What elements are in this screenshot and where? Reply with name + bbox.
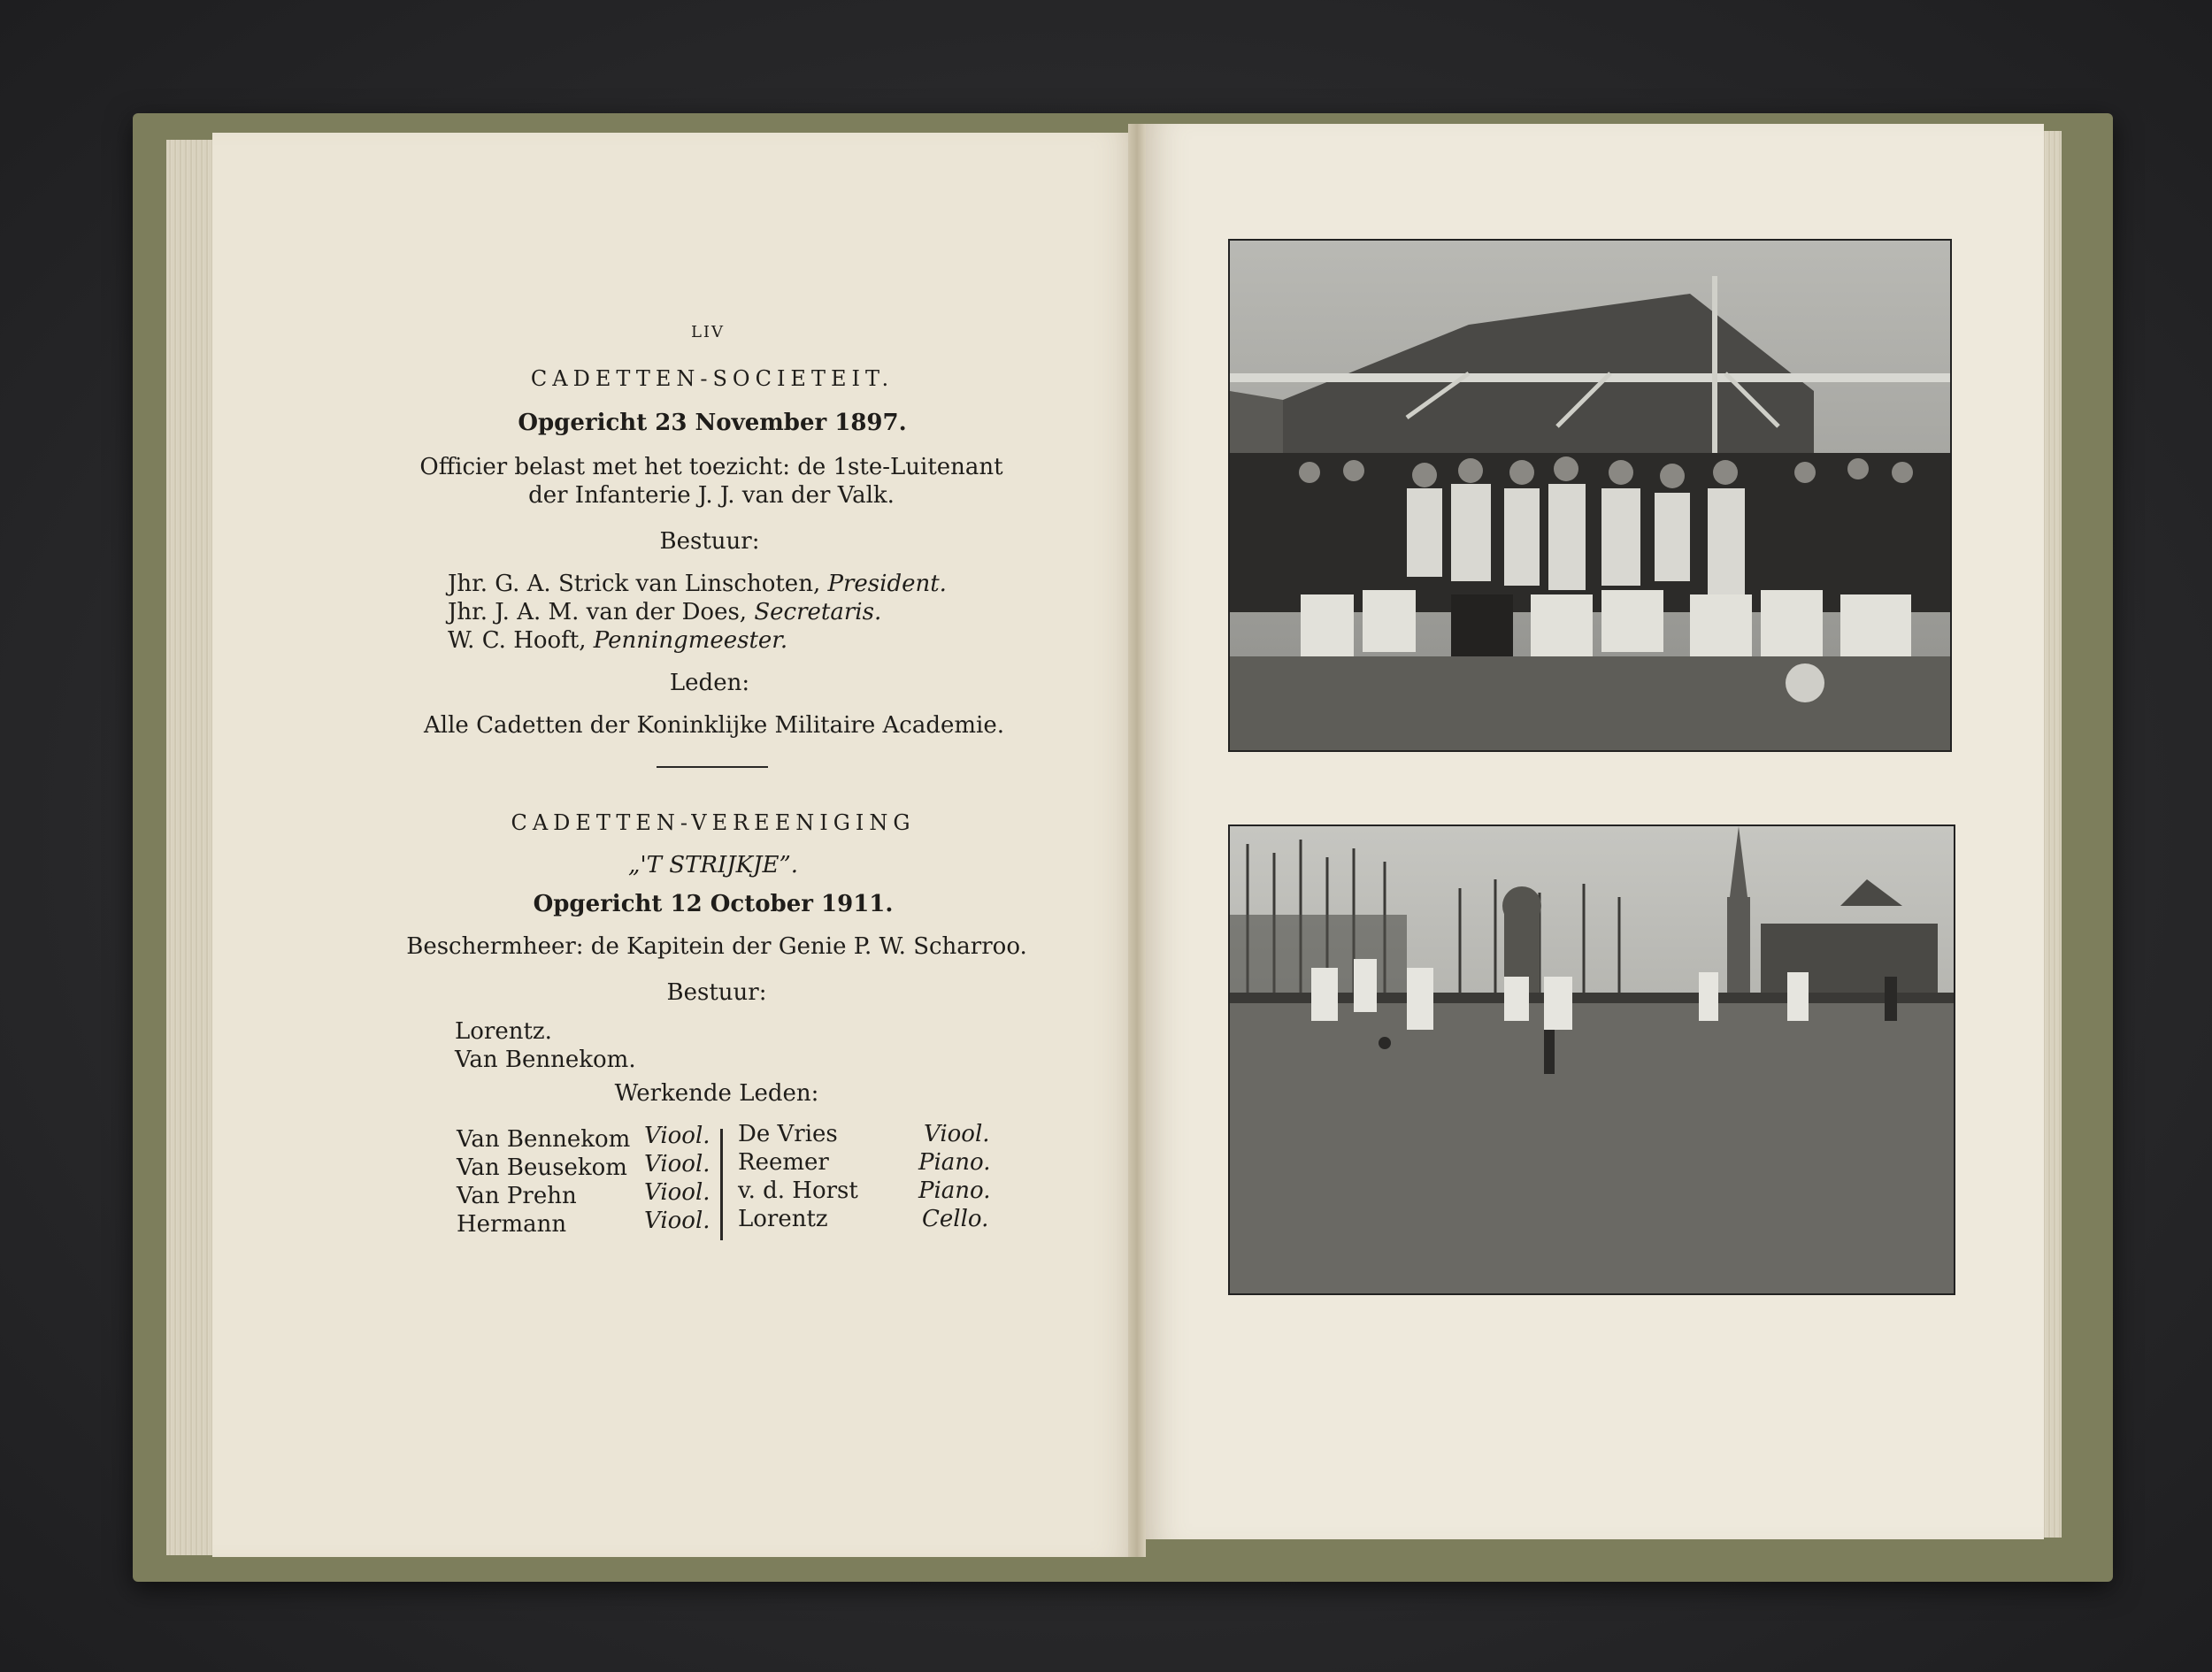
working-member-instrument: Cello.: [922, 1206, 989, 1232]
working-member-instrument: Viool.: [644, 1151, 710, 1177]
board2-member-2: Van Bennekom.: [455, 1047, 636, 1073]
group-photo-image: [1230, 241, 1950, 750]
board-member-3: [448, 626, 787, 655]
officer-line-2: der Infanterie J. J. van der Valk.: [528, 482, 895, 509]
board-member-name: W. C. Hooft,: [448, 627, 587, 654]
members-heading: Leden:: [669, 670, 750, 696]
board-member-role: Secretaris.: [754, 599, 882, 625]
working-member-name: De Vries: [738, 1121, 838, 1147]
board-member-1: [448, 570, 947, 598]
board-member-2: [448, 598, 881, 626]
working-member-name: Van Beusekom: [457, 1154, 627, 1181]
board-member-role: Penningmeester.: [593, 627, 788, 654]
members-text: Alle Cadetten der Koninklijke Militaire Academie.: [424, 712, 1004, 739]
board-heading-1: Bestuur:: [659, 528, 760, 555]
working-member-instrument: Piano.: [918, 1177, 991, 1204]
working-member-instrument: Viool.: [644, 1123, 710, 1149]
working-member-instrument: Viool.: [644, 1208, 710, 1234]
working-member-instrument: Piano.: [918, 1149, 991, 1176]
working-member-name: v. d. Horst: [738, 1177, 858, 1204]
group-photo: [1228, 239, 1952, 752]
founded-1897: Opgericht 23 November 1897.: [518, 410, 907, 436]
working-members-heading: Werkende Leden:: [614, 1080, 819, 1107]
board-member-role: President.: [827, 571, 947, 597]
working-member-instrument: Viool.: [644, 1179, 710, 1206]
section-divider: [657, 766, 768, 768]
working-member-instrument: Viool.: [924, 1121, 990, 1147]
working-member-name: Van Prehn: [457, 1183, 577, 1209]
page-number: LIV: [690, 323, 726, 341]
patron-line: Beschermheer: de Kapitein der Genie P. W. Scharroo.: [406, 933, 1027, 960]
working-member-name: Lorentz: [738, 1206, 828, 1232]
column-rule: [720, 1129, 723, 1240]
left-page: [212, 133, 1141, 1557]
section-subtitle-strijkje: „'T STRIJKJE”.: [627, 852, 799, 878]
working-member-name: Van Bennekom: [457, 1126, 631, 1153]
board2-member-1: Lorentz.: [455, 1018, 552, 1045]
board-member-name: Jhr. G. A. Strick van Linschoten,: [448, 571, 821, 597]
working-member-name: Hermann: [457, 1211, 567, 1238]
officer-line-1: Officier belast met het toezicht: de 1ste-Luitenant: [419, 454, 1003, 480]
football-match-photo: [1228, 824, 1955, 1295]
section-title-vereeniging: CADETTEN-VEREENIGING: [511, 810, 916, 835]
founded-1911: Opgericht 12 October 1911.: [533, 891, 894, 917]
working-member-name: Reemer: [738, 1149, 829, 1176]
board-heading-2: Bestuur:: [666, 979, 767, 1006]
section-title-societeit: CADETTEN-SOCIETEIT.: [530, 366, 895, 391]
football-match-image: [1230, 826, 1954, 1293]
book-gutter: [1128, 124, 1146, 1557]
board-member-name: Jhr. J. A. M. van der Does,: [448, 599, 748, 625]
